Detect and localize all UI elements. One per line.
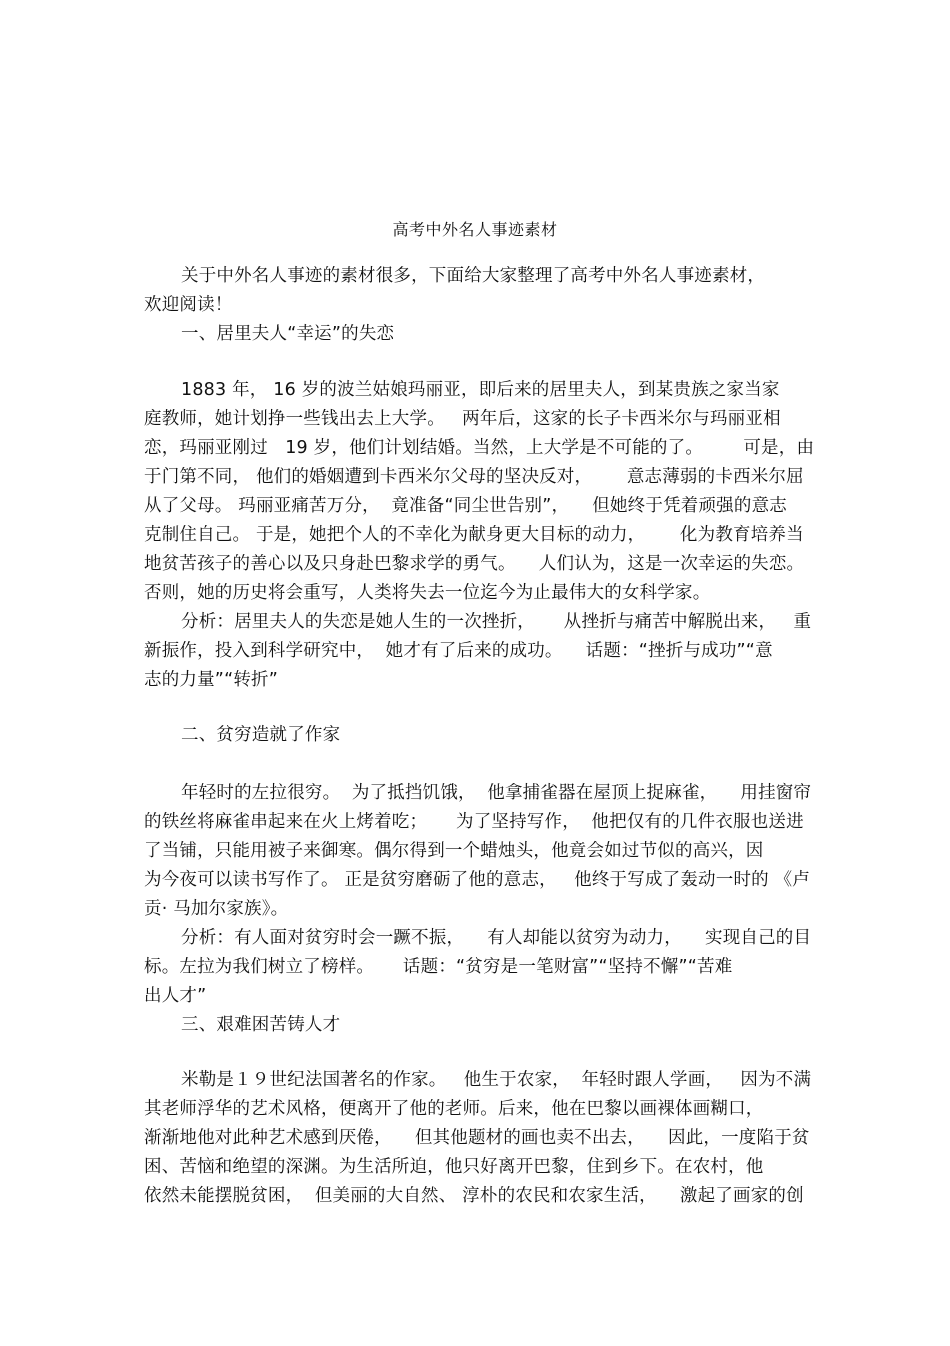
intro-line: 欢迎阅读！	[144, 295, 233, 315]
paragraph-line: 其老师浮华的艺术风格，便离开了他的老师。后来，他在巴黎以画裸体画糊口，	[144, 1099, 764, 1119]
paragraph-line: 贡· 马加尔家族》。	[144, 899, 289, 919]
paragraph-line: 年轻时的左拉很穷。 为了抵挡饥饿， 他拿捕雀器在屋顶上捉麻雀， 用挂窗帘	[181, 783, 812, 803]
paragraph-line: 了当铺，只能用被子来御寒。偶尔得到一个蜡烛头，他竟会如过节似的高兴，因	[144, 841, 764, 861]
section-heading: 一、居里夫人“幸运”的失恋	[181, 324, 395, 344]
paragraph-line: 庭教师，她计划挣一些钱出去上大学。 两年后，这家的长子卡西米尔与玛丽亚相	[144, 409, 781, 429]
paragraph-line: 恋，玛丽亚刚过 19 岁，他们计划结婚。当然，上大学是不可能的了。 可是，由	[144, 438, 815, 458]
paragraph-line: 的铁丝将麻雀串起来在火上烤着吃； 为了坚持写作， 他把仅有的几件衣服也送进	[144, 812, 804, 832]
intro-line: 关于中外名人事迹的素材很多，下面给大家整理了高考中外名人事迹素材，	[181, 266, 766, 286]
paragraph-line: 困、苦恼和绝望的深渊。为生活所迫，他只好离开巴黎，住到乡下。在农村，他	[144, 1157, 764, 1177]
paragraph-line: 1883 年， 16 岁的波兰姑娘玛丽亚，即后来的居里夫人，到某贵族之家当家	[181, 380, 780, 400]
analysis-line: 新振作，投入到科学研究中， 她才有了后来的成功。 话题：“挫折与成功”“意	[144, 641, 773, 661]
analysis-line: 分析：居里夫人的失恋是她人生的一次挫折， 从挫折与痛苦中解脱出来， 重	[181, 612, 812, 632]
document-title: 高考中外名人事迹素材	[392, 220, 558, 239]
analysis-line: 分析：有人面对贫穷时会一蹶不振， 有人却能以贫穷为动力， 实现自己的目	[181, 928, 812, 948]
paragraph-line: 依然未能摆脱贫困， 但美丽的大自然、 淳朴的农民和农家生活， 激起了画家的创	[144, 1186, 804, 1206]
paragraph-line: 于门第不同， 他们的婚姻遭到卡西米尔父母的坚决反对， 意志薄弱的卡西米尔屈	[144, 467, 804, 487]
paragraph-line: 为今夜可以读书写作了。 正是贫穷磨砺了他的意志， 他终于写成了轰动一时的 《卢	[144, 870, 811, 890]
section-heading: 三、艰难困苦铸人才	[181, 1015, 341, 1035]
paragraph-line: 否则，她的历史将会重写，人类将失去一位迄今为止最伟大的女科学家。	[144, 583, 711, 603]
analysis-line: 标。左拉为我们树立了榜样。 话题：“贫穷是一笔财富”“坚持不懈”“苦难	[144, 957, 733, 977]
section-heading: 二、贫穷造就了作家	[181, 725, 341, 745]
paragraph-line: 渐渐地他对此种艺术感到厌倦， 但其他题材的画也卖不出去， 因此，一度陷于贫	[144, 1128, 810, 1148]
paragraph-line: 米勒是１９世纪法国著名的作家。 他生于农家， 年轻时跟人学画， 因为不满	[181, 1070, 812, 1090]
paragraph-line: 从了父母。 玛丽亚痛苦万分， 竟准备“同尘世告别”， 但她终于凭着顽强的意志	[144, 496, 787, 516]
analysis-line: 出人才”	[144, 986, 207, 1006]
analysis-line: 志的力量”“转折”	[144, 670, 278, 690]
paragraph-line: 地贫苦孩子的善心以及只身赴巴黎求学的勇气。 人们认为，这是一次幸运的失恋。	[144, 554, 805, 574]
paragraph-line: 克制住自己。 于是，她把个人的不幸化为献身更大目标的动力， 化为教育培养当	[144, 525, 804, 545]
